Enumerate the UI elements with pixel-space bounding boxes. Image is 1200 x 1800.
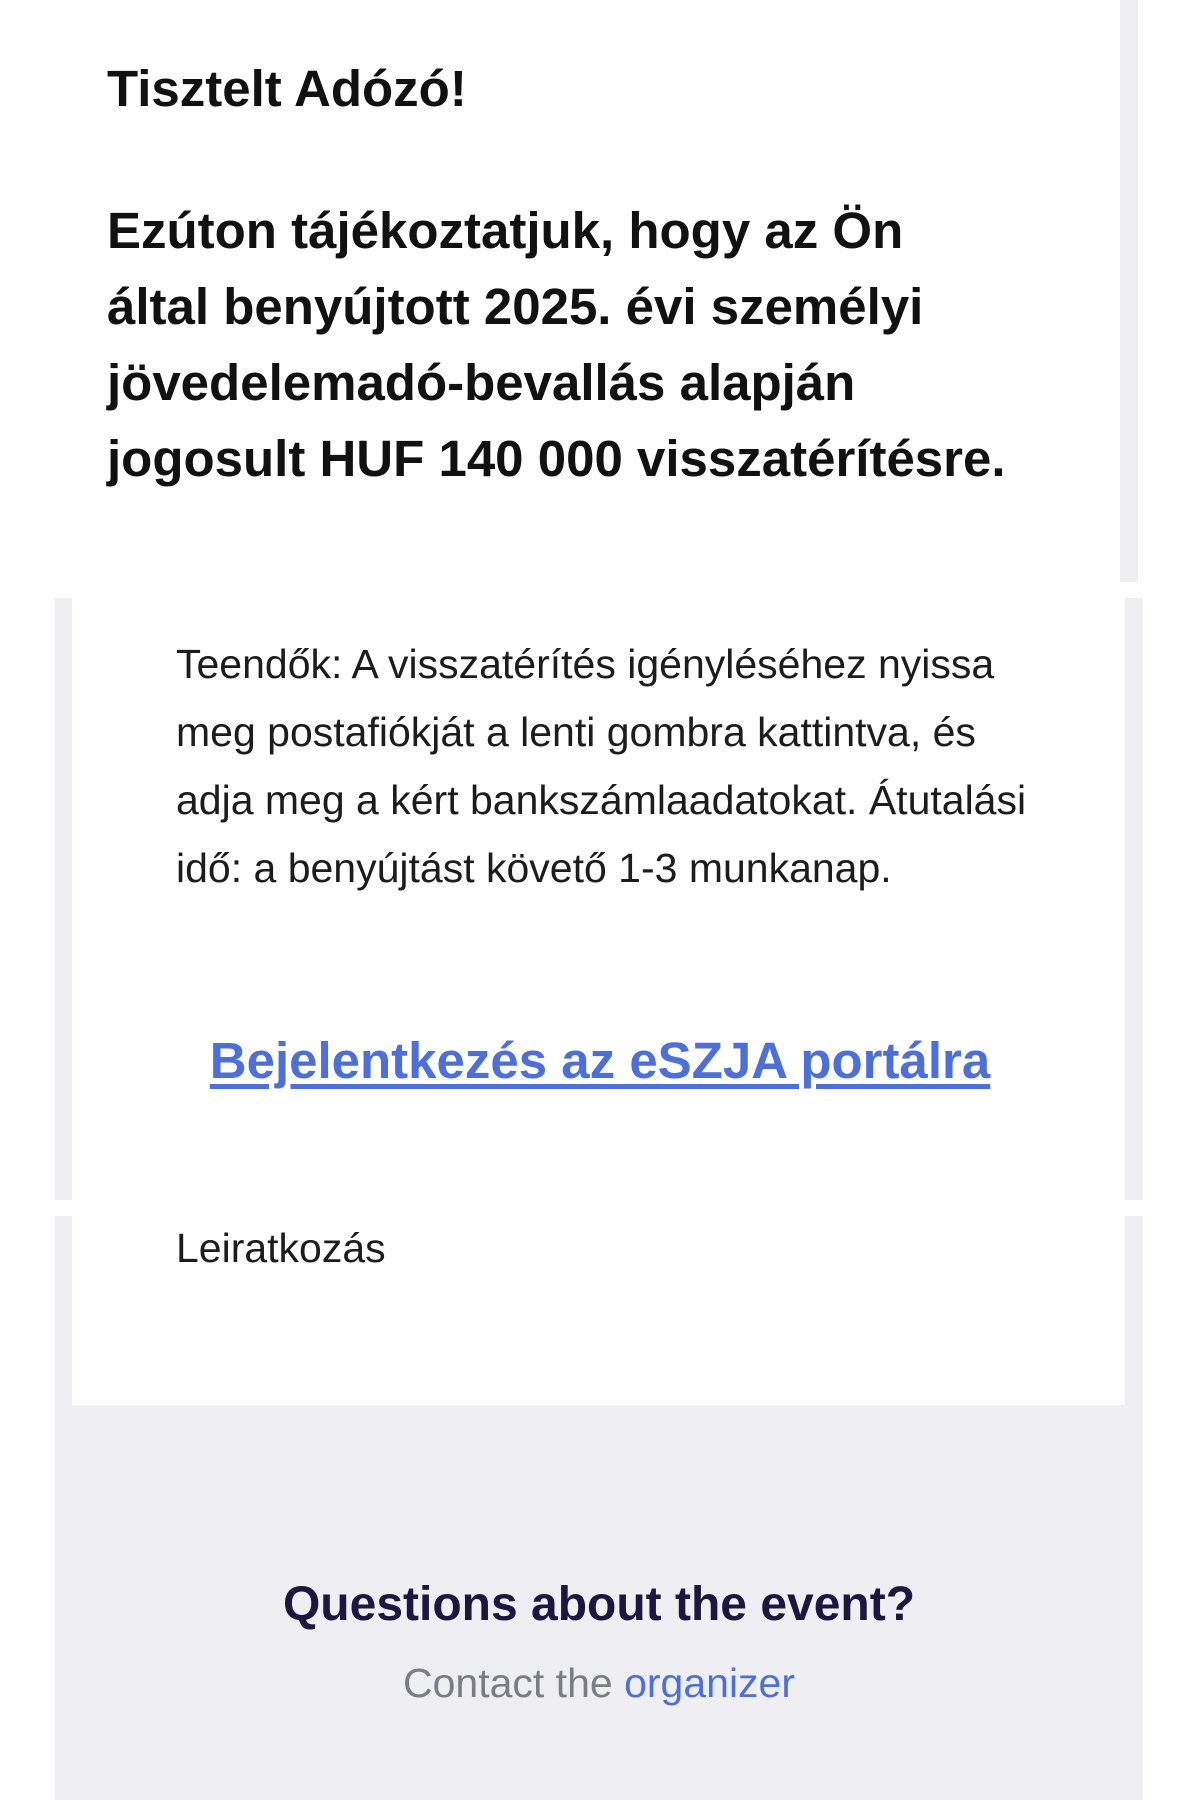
refund-headline: Ezúton tájékoztatjuk, hogy az Ön által benyújtott 2025. évi személyi jövedelemadó-bevallás alapján jogosult HUF 140 000 visszatérítésre.	[107, 202, 1006, 487]
contact-prefix: Contact the	[402, 1660, 613, 1706]
right-gutter-middle	[1125, 598, 1143, 1200]
greeting: Tisztelt Adózó!	[107, 60, 467, 117]
left-gutter-lower	[55, 1216, 72, 1406]
unsubscribe-link[interactable]: Leiratkozás	[176, 1225, 386, 1271]
right-gutter-top	[1120, 0, 1138, 582]
footer-title: Questions about the event?	[282, 1578, 916, 1631]
footer	[55, 1405, 1143, 1800]
footer-contact	[55, 1655, 1143, 1711]
eszja-login-link[interactable]: Bejelentkezés az eSZJA portálra	[209, 1032, 991, 1089]
left-gutter-middle	[55, 598, 72, 1200]
instructions-text: Teendők: A visszatérítés igényléséhez nyissa meg postafiókját a lenti gombra kattintva, és adja meg a kért bankszámlaadatokat. Átutalási idő: a benyújtást követő 1-3 munkanap.	[176, 641, 1027, 891]
section-divider	[55, 1200, 1143, 1216]
contact-organizer-link[interactable]: organizer	[624, 1660, 796, 1706]
right-gutter-lower	[1125, 1216, 1143, 1406]
